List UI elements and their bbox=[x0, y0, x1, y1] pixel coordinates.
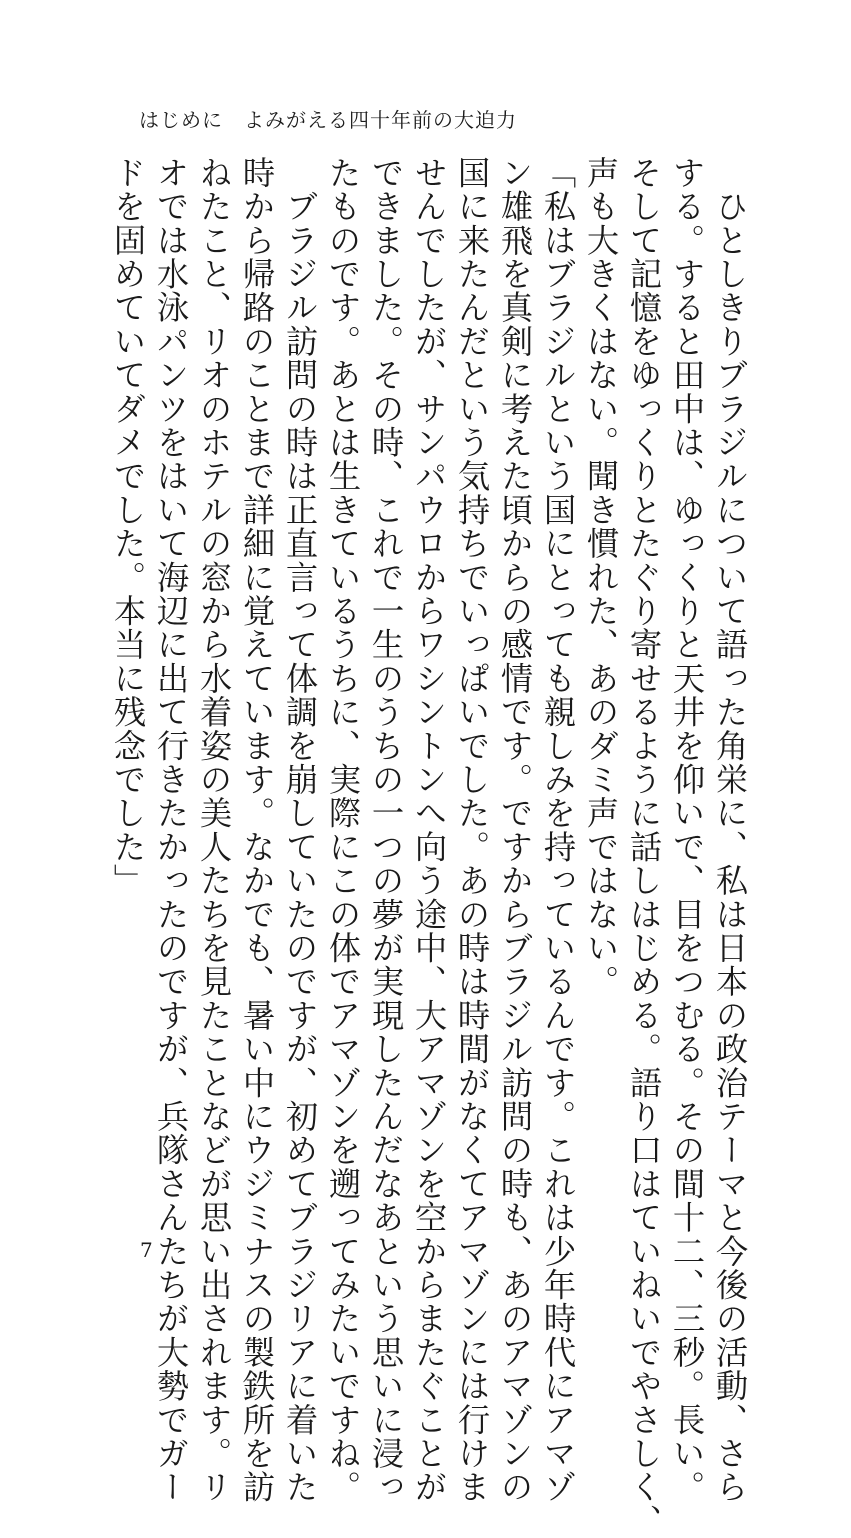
running-head: はじめに よみがえる四十年前の大迫力 bbox=[139, 108, 517, 132]
text-line: する。すると田中は、ゆっくりと天井を仰いで、目をつむる。その間十二、三秒。長い。 bbox=[668, 156, 706, 1504]
text-line: 国に来たんだという気持ちでいっぱいでした。あの時は時間がなくてアマゾンには行けま bbox=[453, 156, 491, 1504]
text-line: たものです。あとは生きているうちに、実際にこの体でアマゾンを遡ってみたいですね。 bbox=[324, 156, 362, 1504]
text-line: 声も大きくはない。聞き慣れた、あのダミ声ではない。 bbox=[582, 156, 620, 999]
text-line: オでは水泳パンツをはいて海辺に出て行きたかったのですが、兵隊さんたちが大勢でガー bbox=[152, 156, 190, 1504]
text-line: そして記憶をゆっくりとたぐり寄せるように話しはじめる。語り口はていねいでやさしく、 bbox=[625, 156, 663, 1538]
body-text bbox=[106, 156, 751, 1538]
text-line: できました。その時、これで一生のうちの一つの夢が実現したんだなあという思いに浸っ bbox=[367, 156, 405, 1504]
text-line: ねたこと、リオのホテルの窓から水着姿の美人たちを見たことなどが思い出されます。リ bbox=[195, 156, 233, 1504]
text-line: せんでしたが、サンパウロからワシントンへ向う途中、大アマゾンを空からまたぐことが bbox=[410, 156, 448, 1504]
text-line: ブラジル訪問の時は正直言って体調を崩していたのですが、初めてブラジリアに着いた bbox=[281, 156, 319, 1504]
page-number: 7 bbox=[140, 1238, 153, 1262]
text-line: ひとしきりブラジルについて語った角栄に、私は日本の政治テーマと今後の活動、さら bbox=[711, 156, 749, 1504]
text-line: ン雄飛を真剣に考えた頃からの感情です。ですからブラジル訪問の時も、あのアマゾンの bbox=[496, 156, 534, 1504]
text-line: 時から帰路のことまで詳細に覚えています。なかでも、暑い中にウジミナスの製鉄所を訪 bbox=[238, 156, 276, 1504]
text-line: 「私はブラジルという国にとっても親しみを持っているんです。これは少年時代にアマゾ bbox=[539, 156, 577, 1504]
text-line: ドを固めていてダメでした。本当に残念でした」 bbox=[109, 156, 147, 898]
